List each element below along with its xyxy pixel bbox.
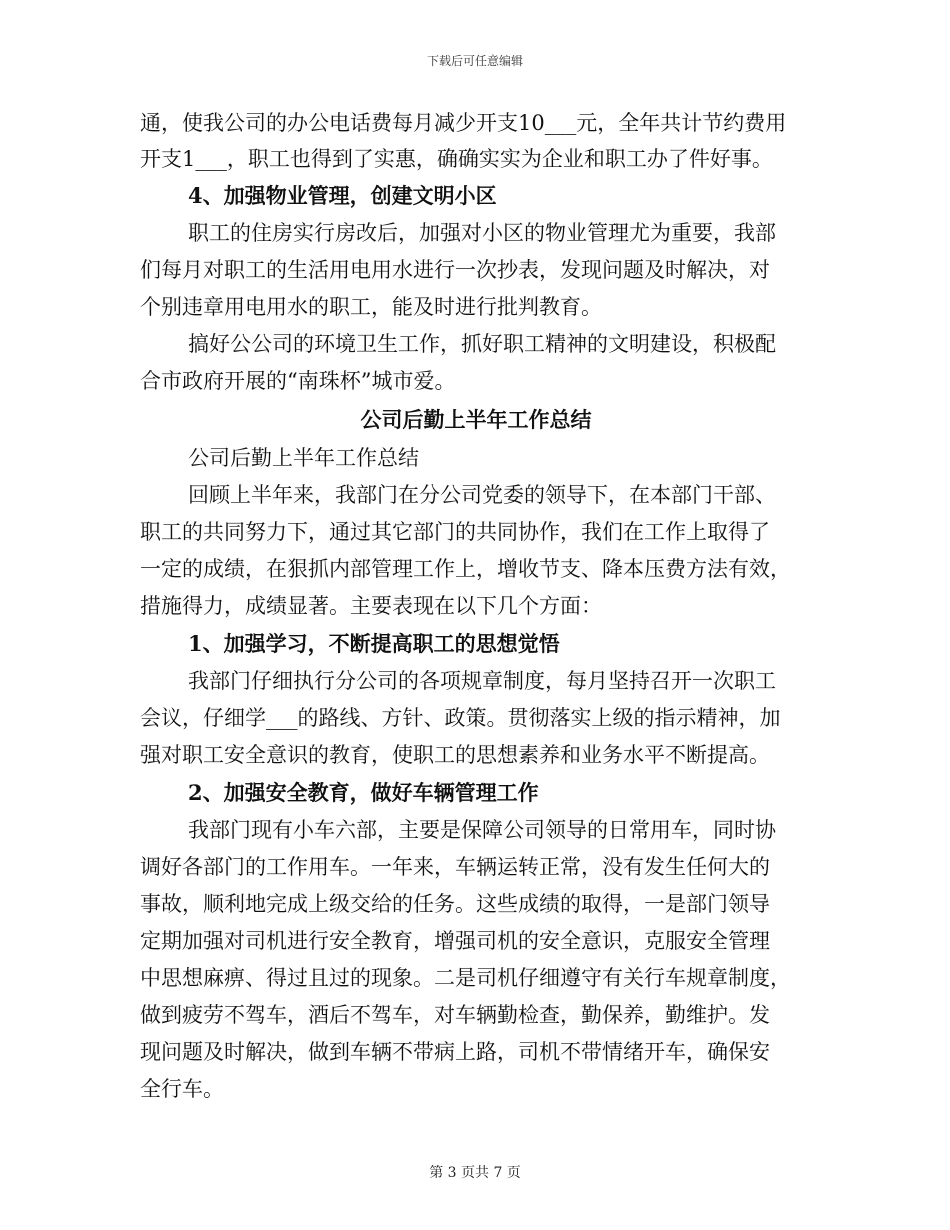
body-line: 全行车。 bbox=[140, 1077, 224, 1101]
body-line: 个别违章用电用水的职工，能及时进行批判教育。 bbox=[140, 295, 602, 319]
body-line: 职工的共同努力下，通过其它部门的共同协作，我们在工作上取得了 bbox=[140, 520, 770, 544]
body-line: 们每月对职工的生活用电用水进行一次抄表，发现问题及时解决，对 bbox=[140, 258, 770, 282]
body-line: 措施得力，成绩显著。主要表现在以下几个方面： bbox=[140, 594, 602, 618]
body-line: 一定的成绩，在狠抓内部管理工作上，增收节支、降本压费方法有效， bbox=[140, 557, 791, 581]
section-heading: 1、加强学习，不断提高职工的思想觉悟 bbox=[188, 631, 560, 656]
body-line: 我部门仔细执行分公司的各项规章制度，每月坚持召开一次职工 bbox=[188, 669, 776, 693]
body-line: 搞好公公司的环境卫生工作，抓好职工精神的文明建设，积极配 bbox=[188, 332, 776, 356]
body-line: 公司后勤上半年工作总结 bbox=[188, 446, 419, 470]
page-footer: 第 3 页共 7 页 bbox=[429, 1165, 521, 1181]
document-title: 公司后勤上半年工作总结 bbox=[360, 407, 592, 432]
body-line: 定期加强对司机进行安全教育，增强司机的安全意识，克服安全管理 bbox=[140, 929, 770, 953]
section-heading: 4、加强物业管理，创建文明小区 bbox=[188, 183, 497, 208]
body-line: 做到疲劳不驾车，酒后不驾车，对车辆勤检查，勤保养，勤维护。发 bbox=[140, 1003, 770, 1027]
body-line: 合市政府开展的“南珠杯”城市爱。 bbox=[140, 369, 456, 393]
body-line: 我部门现有小车六部，主要是保障公司领导的日常用车，同时协 bbox=[188, 818, 776, 842]
body-line: 职工的住房实行房改后，加强对小区的物业管理尤为重要，我部 bbox=[188, 221, 776, 245]
body-line: 回顾上半年来，我部门在分公司党委的领导下，在本部门干部、 bbox=[188, 483, 776, 507]
body-line: 调好各部门的工作用车。一年来，车辆运转正常，没有发生任何大的 bbox=[140, 855, 770, 879]
body-line: 通，使我公司的办公电话费每月减少开支10___元，全年共计节约费用 bbox=[140, 111, 787, 135]
body-line: 开支1___，职工也得到了实惠，确确实实为企业和职工办了件好事。 bbox=[140, 147, 773, 171]
body-line: 强对职工安全意识的教育，使职工的思想素养和业务水平不断提高。 bbox=[140, 743, 770, 767]
body-line: 事故，顺利地完成上级交给的任务。这些成绩的取得，一是部门领导 bbox=[140, 892, 770, 916]
page-header: 下载后可任意编辑 bbox=[426, 54, 523, 68]
body-line: 会议，仔细学___的路线、方针、政策。贯彻落实上级的指示精神，加 bbox=[140, 706, 781, 730]
section-heading: 2、加强安全教育，做好车辆管理工作 bbox=[188, 780, 539, 805]
body-line: 中思想麻痹、得过且过的现象。二是司机仔细遵守有关行车规章制度， bbox=[140, 966, 791, 990]
body-line: 现问题及时解决，做到车辆不带病上路，司机不带情绪开车，确保安 bbox=[140, 1040, 770, 1064]
